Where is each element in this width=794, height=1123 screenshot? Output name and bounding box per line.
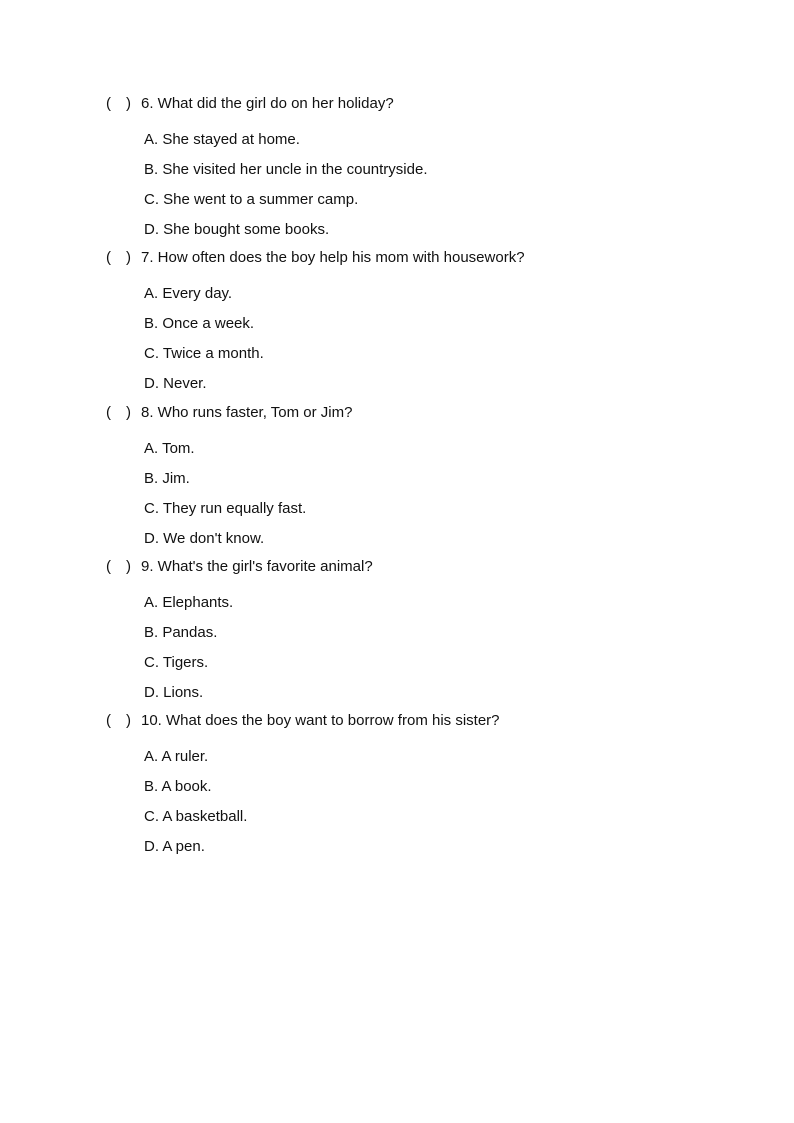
option-d: D. She bought some books.: [144, 221, 330, 238]
answer-blank-open: (: [106, 558, 111, 575]
option-c: C. She went to a summer camp.: [144, 191, 359, 208]
question-text: 10. What does the boy want to borrow from his sister?: [141, 712, 500, 729]
option-d: D. Lions.: [144, 684, 204, 701]
answer-blank-open: (: [106, 404, 111, 421]
option-a: A. A ruler.: [144, 748, 209, 765]
option-c: C. They run equally fast.: [144, 500, 307, 517]
answer-blank-close: ): [126, 249, 131, 266]
option-b: B. Pandas.: [144, 624, 218, 641]
option-c: C. Twice a month.: [144, 345, 264, 362]
answer-blank-close: ): [126, 95, 131, 112]
option-b: B. Jim.: [144, 470, 190, 487]
question-text: 7. How often does the boy help his mom with housework?: [141, 249, 525, 266]
option-d: D. A pen.: [144, 838, 205, 855]
question-text: 8. Who runs faster, Tom or Jim?: [141, 404, 353, 421]
option-a: A. She stayed at home.: [144, 131, 300, 148]
answer-blank-open: (: [106, 95, 111, 112]
answer-blank-close: ): [126, 404, 131, 421]
option-c: C. Tigers.: [144, 654, 209, 671]
answer-blank-close: ): [126, 712, 131, 729]
question-text: 6. What did the girl do on her holiday?: [141, 95, 394, 112]
option-b: B. A book.: [144, 778, 212, 795]
option-d: D. Never.: [144, 375, 207, 392]
answer-blank-close: ): [126, 558, 131, 575]
option-b: B. Once a week.: [144, 315, 255, 332]
option-a: A. Elephants.: [144, 594, 234, 611]
option-c: C. A basketball.: [144, 808, 248, 825]
answer-blank-open: (: [106, 249, 111, 266]
answer-blank-open: (: [106, 712, 111, 729]
option-b: B. She visited her uncle in the countryside.: [144, 161, 428, 178]
option-a: A. Every day.: [144, 285, 233, 302]
option-a: A. Tom.: [144, 440, 195, 457]
question-text: 9. What's the girl's favorite animal?: [141, 558, 373, 575]
option-d: D. We don't know.: [144, 530, 265, 547]
